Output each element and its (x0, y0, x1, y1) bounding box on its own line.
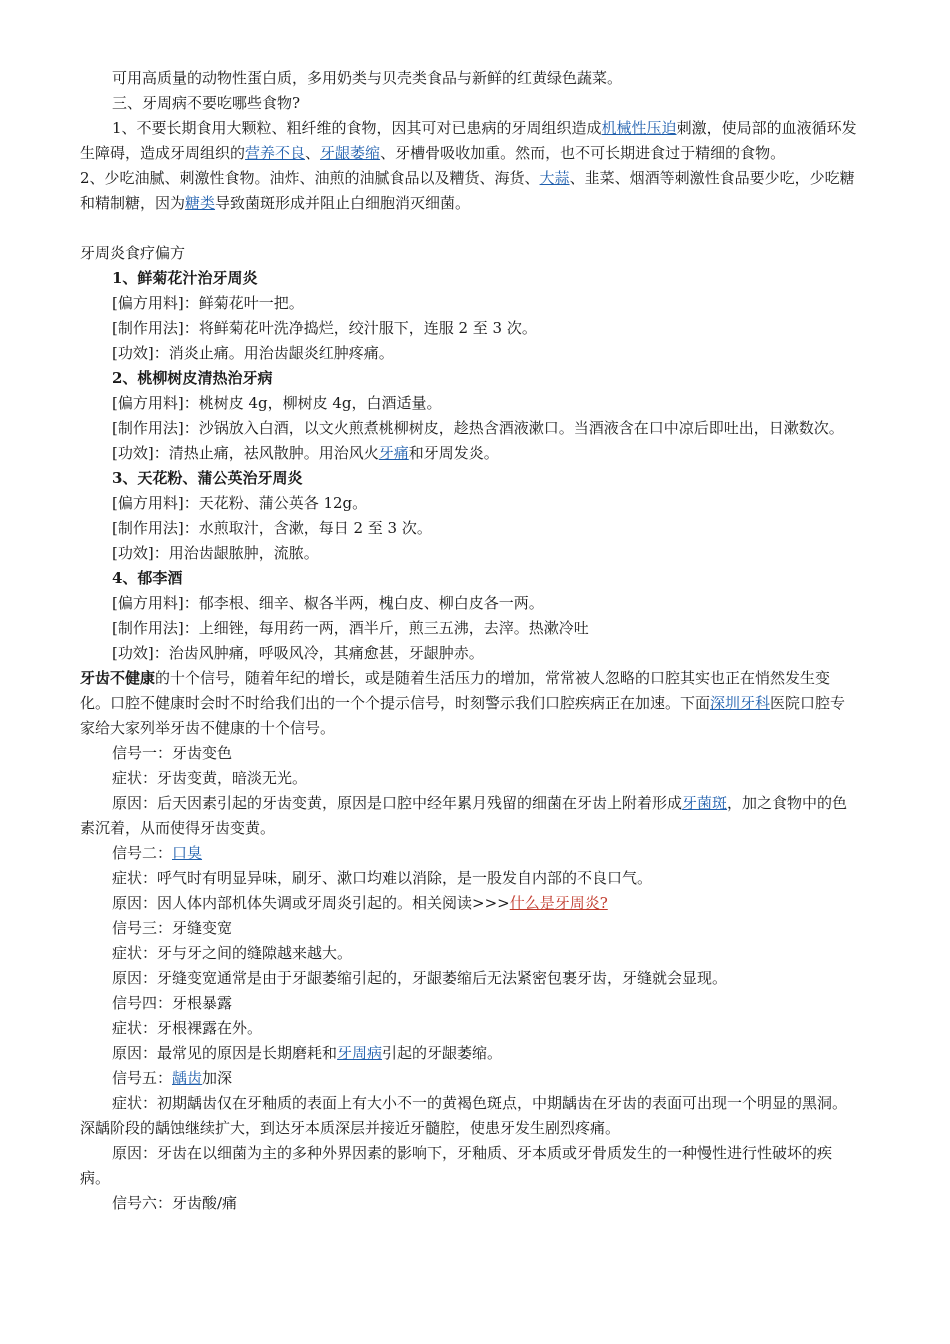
spacer (80, 216, 860, 241)
document-page (80, 66, 860, 1216)
link-dental-caries[interactable]: 龋齿 (172, 1069, 203, 1087)
signal-symptom: 症状：牙根裸露在外。 (112, 1019, 263, 1037)
avoid-paragraph-2: 2、少吃油腻、刺激性食物。油炸、油煎的油腻食品以及糟货、海货、大蒜、韭菜、烟酒等刺激性食品要少吃，少吃糖和精制糖，因为糖类导致菌斑形成并阻止白细胞消灭细菌。 (80, 169, 855, 212)
link-what-is-periodontitis[interactable]: 什么是牙周炎? (509, 894, 608, 912)
remedy-ingredients: [偏方用料]：桃树皮 4g，柳树皮 4g，白酒适量。 (112, 394, 442, 412)
remedy-ingredients: [偏方用料]：天花粉、蒲公英各 12g。 (112, 494, 368, 512)
remedy-heading: 2、桃柳树皮清热治牙病 (112, 369, 273, 387)
section-heading: 三、牙周病不要吃哪些食物? (112, 94, 301, 112)
signal-symptom: 症状：牙与牙之间的缝隙越来越大。 (112, 944, 353, 962)
link-gum-recession[interactable]: 牙龈萎缩 (320, 144, 381, 162)
link-bad-breath[interactable]: 口臭 (172, 844, 203, 862)
signal-title: 信号六：牙齿酸/痛 (112, 1194, 238, 1212)
remedy-heading: 3、天花粉、蒲公英治牙周炎 (112, 469, 303, 487)
remedy-effect: [功效]：消炎止痛。用治齿龈炎红肿疼痛。 (112, 344, 394, 362)
signal-title: 信号三：牙缝变宽 (112, 919, 233, 937)
link-sugars[interactable]: 糖类 (185, 194, 216, 212)
signal-cause: 原因：因人体内部机体失调或牙周炎引起的。相关阅读>>>什么是牙周炎? (112, 894, 608, 912)
link-toothache[interactable]: 牙痛 (378, 444, 409, 462)
remedy-effect: [功效]：清热止痛，祛风散肿。用治风火牙痛和牙周发炎。 (112, 444, 499, 462)
link-periodontal-disease[interactable]: 牙周病 (337, 1044, 383, 1062)
remedy-method: [制作用法]：沙锅放入白酒，以文火煎煮桃柳树皮，趁热含酒液漱口。当酒液含在口中凉后即吐出，日漱数次。 (112, 419, 844, 437)
remedy-heading: 1、鲜菊花汁治牙周炎 (112, 269, 258, 287)
remedy-ingredients: [偏方用料]：鲜菊花叶一把。 (112, 294, 304, 312)
avoid-paragraph-1: 1、不要长期食用大颗粒、粗纤维的食物，因其可对已患病的牙周组织造成机械性压迫刺激，使局部的血液循环发生障碍，造成牙周组织的营养不良、牙龈萎缩、牙槽骨吸收加重。然而，也不可长期进食过于精细的食物。 (80, 119, 857, 162)
signal-title: 信号四：牙根暴露 (112, 994, 233, 1012)
signal-cause: 原因：牙齿在以细菌为主的多种外界因素的影响下，牙釉质、牙本质或牙骨质发生的一种慢性进行性破坏的疾病。 (80, 1144, 833, 1187)
remedy-heading: 4、郁李酒 (112, 569, 183, 587)
signal-symptom: 症状：呼气时有明显异味，刷牙、漱口均难以消除，是一股发自内部的不良口气。 (112, 869, 653, 887)
remedies-title: 牙周炎食疗偏方 (80, 244, 186, 262)
signal-title: 信号一：牙齿变色 (112, 744, 233, 762)
remedy-method: [制作用法]：将鲜菊花叶洗净捣烂，绞汁服下，连服 2 至 3 次。 (112, 319, 537, 337)
remedy-effect: [功效]：治齿风肿痛，呼吸风冷，其痛愈甚，牙龈肿赤。 (112, 644, 484, 662)
link-dental-plaque[interactable]: 牙菌斑 (682, 794, 728, 812)
intro-line: 可用高质量的动物性蛋白质，多用奶类与贝壳类食品与新鲜的红黄绿色蔬菜。 (112, 69, 623, 87)
signal-title: 信号五：龋齿加深 (112, 1069, 233, 1087)
link-shenzhen-dental[interactable]: 深圳牙科 (710, 694, 771, 712)
link-malnutrition[interactable]: 营养不良 (245, 144, 306, 162)
signal-cause: 原因：牙缝变宽通常是由于牙龈萎缩引起的，牙龈萎缩后无法紧密包裹牙齿，牙缝就会显现。 (112, 969, 728, 987)
signal-cause: 原因：最常见的原因是长期磨耗和牙周病引起的牙龈萎缩。 (112, 1044, 503, 1062)
signal-title: 信号二：口臭 (112, 844, 203, 862)
link-mechanical-pressure[interactable]: 机械性压迫 (601, 119, 677, 137)
remedy-method: [制作用法]：上细锉，每用药一两，酒半斤，煎三五沸，去滓。热漱冷吐 (112, 619, 589, 637)
signal-symptom: 症状：牙齿变黄，暗淡无光。 (112, 769, 308, 787)
signal-symptom: 症状：初期龋齿仅在牙釉质的表面上有大小不一的黄褐色斑点，中期龋齿在牙齿的表面可出现一个明显的黑洞。深龋阶段的龋蚀继续扩大，到达牙本质深层并接近牙髓腔，使患牙发生剧烈疼痛。 (80, 1094, 848, 1137)
signals-intro: 牙齿不健康的十个信号，随着年纪的增长，或是随着生活压力的增加，常常被人忽略的口腔其实也正在悄然发生变化。口腔不健康时会时不时给我们出的一个个提示信号，时刻警示我们口腔疾病正在加速。下面深圳牙科医院口腔专家给大家列举牙齿不健康的十个信号。 (80, 669, 846, 737)
remedy-effect: [功效]：用治齿龈脓肿，流脓。 (112, 544, 319, 562)
remedy-ingredients: [偏方用料]：郁李根、细辛、椒各半两，槐白皮、柳白皮各一两。 (112, 594, 544, 612)
remedy-method: [制作用法]：水煎取汁，含漱，每日 2 至 3 次。 (112, 519, 432, 537)
link-garlic[interactable]: 大蒜 (539, 169, 570, 187)
signal-cause: 原因：后天因素引起的牙齿变黄，原因是口腔中经年累月残留的细菌在牙齿上附着形成牙菌斑，加之食物中的色素沉着，从而使得牙齿变黄。 (80, 794, 848, 837)
